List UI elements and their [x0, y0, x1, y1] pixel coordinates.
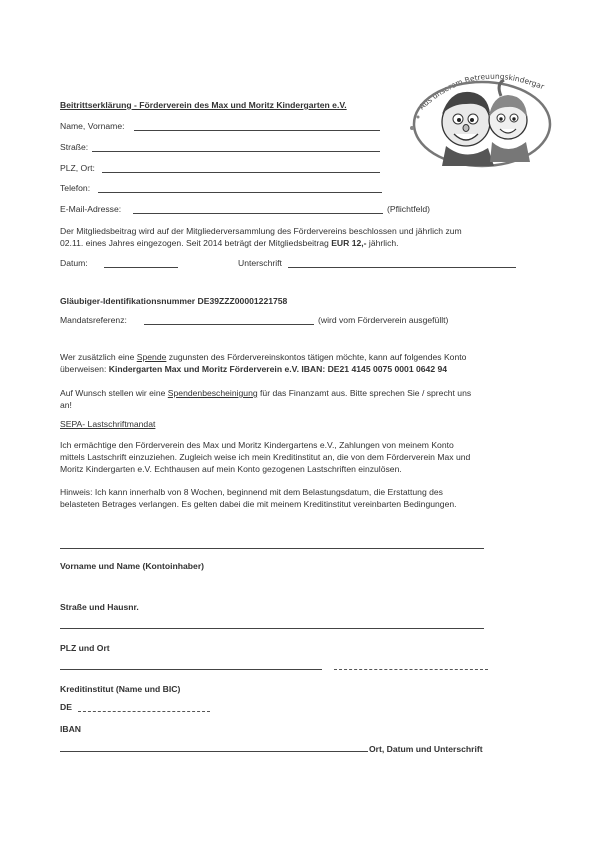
telefon-label: Telefon: — [60, 183, 91, 193]
plz-ort-bank-label: PLZ und Ort — [60, 643, 110, 653]
name-label: Name, Vorname: — [60, 121, 125, 131]
sepa-p1-line1: Ich ermächtige den Förderverein des Max und Moritz Kindergartens e.V., Zahlungen von meinem Konto — [60, 440, 454, 450]
sepa-p1-line2: mittels Lastschrift einzuziehen. Zugleich weise ich mein Kreditinstitut an, die von dem Förderverein Max und — [60, 452, 471, 462]
spende-text-c: überweisen: — [60, 364, 109, 374]
telefon-field[interactable] — [98, 192, 382, 193]
unterschrift-field[interactable] — [288, 267, 516, 268]
de-label: DE — [60, 702, 72, 712]
beitrag-text-line1: Der Mitgliedsbeitrag wird auf der Mitgliederversammlung des Fördervereins beschlossen und jährlich zum — [60, 226, 462, 236]
beitrag-text-b: jährlich. — [366, 238, 399, 248]
spende-text-a: Wer zusätzlich eine — [60, 352, 137, 362]
plz-ort-bank-field[interactable] — [60, 669, 322, 670]
sepa-p2-line1: Hinweis: Ich kann innerhalb von 8 Wochen, beginnend mit dem Belastungsdatum, die Erstattung des — [60, 487, 443, 497]
bescheinigung-line1 — [60, 388, 471, 399]
unterschrift-label: Unterschrift — [238, 258, 282, 268]
bescheinigung-text-a: Auf Wunsch stellen wir eine — [60, 388, 168, 398]
iban-label: IBAN — [60, 724, 82, 734]
ort-datum-label: Ort, Datum und Unterschrift — [369, 744, 483, 754]
datum-field[interactable] — [104, 267, 178, 268]
mandatsreferenz-note: (wird vom Förderverein ausgefüllt) — [318, 315, 449, 325]
plz-ort-bank-field-2[interactable] — [334, 669, 488, 670]
kontoinhaber-field[interactable] — [60, 548, 484, 549]
beitrag-amount: EUR 12,- — [331, 238, 367, 248]
logo-arc-text: Aus unserem Betreuungskindergar — [417, 71, 546, 112]
sepa-p1-line3: Moritz Kindergarten e.V. Echthausen auf mein Konto gezogenen Lastschriften einzulösen. — [60, 464, 402, 474]
strasse-field[interactable] — [92, 151, 380, 152]
form-title: Beitrittserklärung - Förderverein des Max und Moritz Kindergarten e.V. — [60, 100, 347, 110]
spende-konto: Kindergarten Max und Moritz Förderverein e.V. IBAN: DE21 4145 0075 0001 0642 94 — [108, 364, 448, 374]
pflichtfeld-note: (Pflichtfeld) — [387, 204, 430, 214]
datum-label: Datum: — [60, 258, 88, 268]
spendenbescheinigung-link: Spendenbescheinigung — [167, 388, 258, 398]
strasse-label: Straße: — [60, 142, 89, 152]
spende-text-b: zugunsten des Fördervereinskontos tätigen möchte, kann auf folgendes Konto — [166, 352, 467, 362]
strasse-hausnr-label: Straße und Hausnr. — [60, 602, 139, 612]
name-field[interactable] — [134, 130, 380, 131]
plz-ort-label: PLZ, Ort: — [60, 163, 95, 173]
ort-datum-field[interactable] — [60, 751, 368, 752]
spende-link: Spende — [136, 352, 167, 362]
sepa-heading: SEPA- Lastschriftmandat — [60, 419, 156, 429]
mandatsreferenz-label: Mandatsreferenz: — [60, 315, 127, 325]
glaeubiger-id: Gläubiger-Identifikationsnummer DE39ZZZ00001221758 — [60, 296, 288, 306]
email-label: E-Mail-Adresse: — [60, 204, 122, 214]
plz-ort-field[interactable] — [102, 172, 380, 173]
bescheinigung-text-b: für das Finanzamt aus. Bitte sprechen Sie / sprecht uns — [257, 388, 472, 398]
spende-line2 — [60, 364, 447, 375]
de-field[interactable] — [78, 711, 210, 712]
email-field[interactable] — [133, 213, 383, 214]
spende-line1 — [60, 352, 466, 363]
mandatsreferenz-field[interactable] — [144, 324, 314, 325]
sepa-p2-line2: belasteten Betrages verlangen. Es gelten dabei die mit meinem Kreditinstitut vereinbarten Bedingungen. — [60, 499, 457, 509]
beitrag-text-line2 — [60, 238, 399, 249]
strasse-hausnr-field[interactable] — [60, 628, 484, 629]
bescheinigung-line2: an! — [60, 400, 72, 410]
kontoinhaber-label: Vorname und Name (Kontoinhaber) — [60, 561, 205, 571]
kindergarten-logo — [404, 62, 554, 174]
beitrag-text-a: 02.11. eines Jahres eingezogen. Seit 2014 beträgt der Mitgliedsbeitrag — [60, 238, 332, 248]
kreditinstitut-label: Kreditinstitut (Name und BIC) — [60, 684, 181, 694]
